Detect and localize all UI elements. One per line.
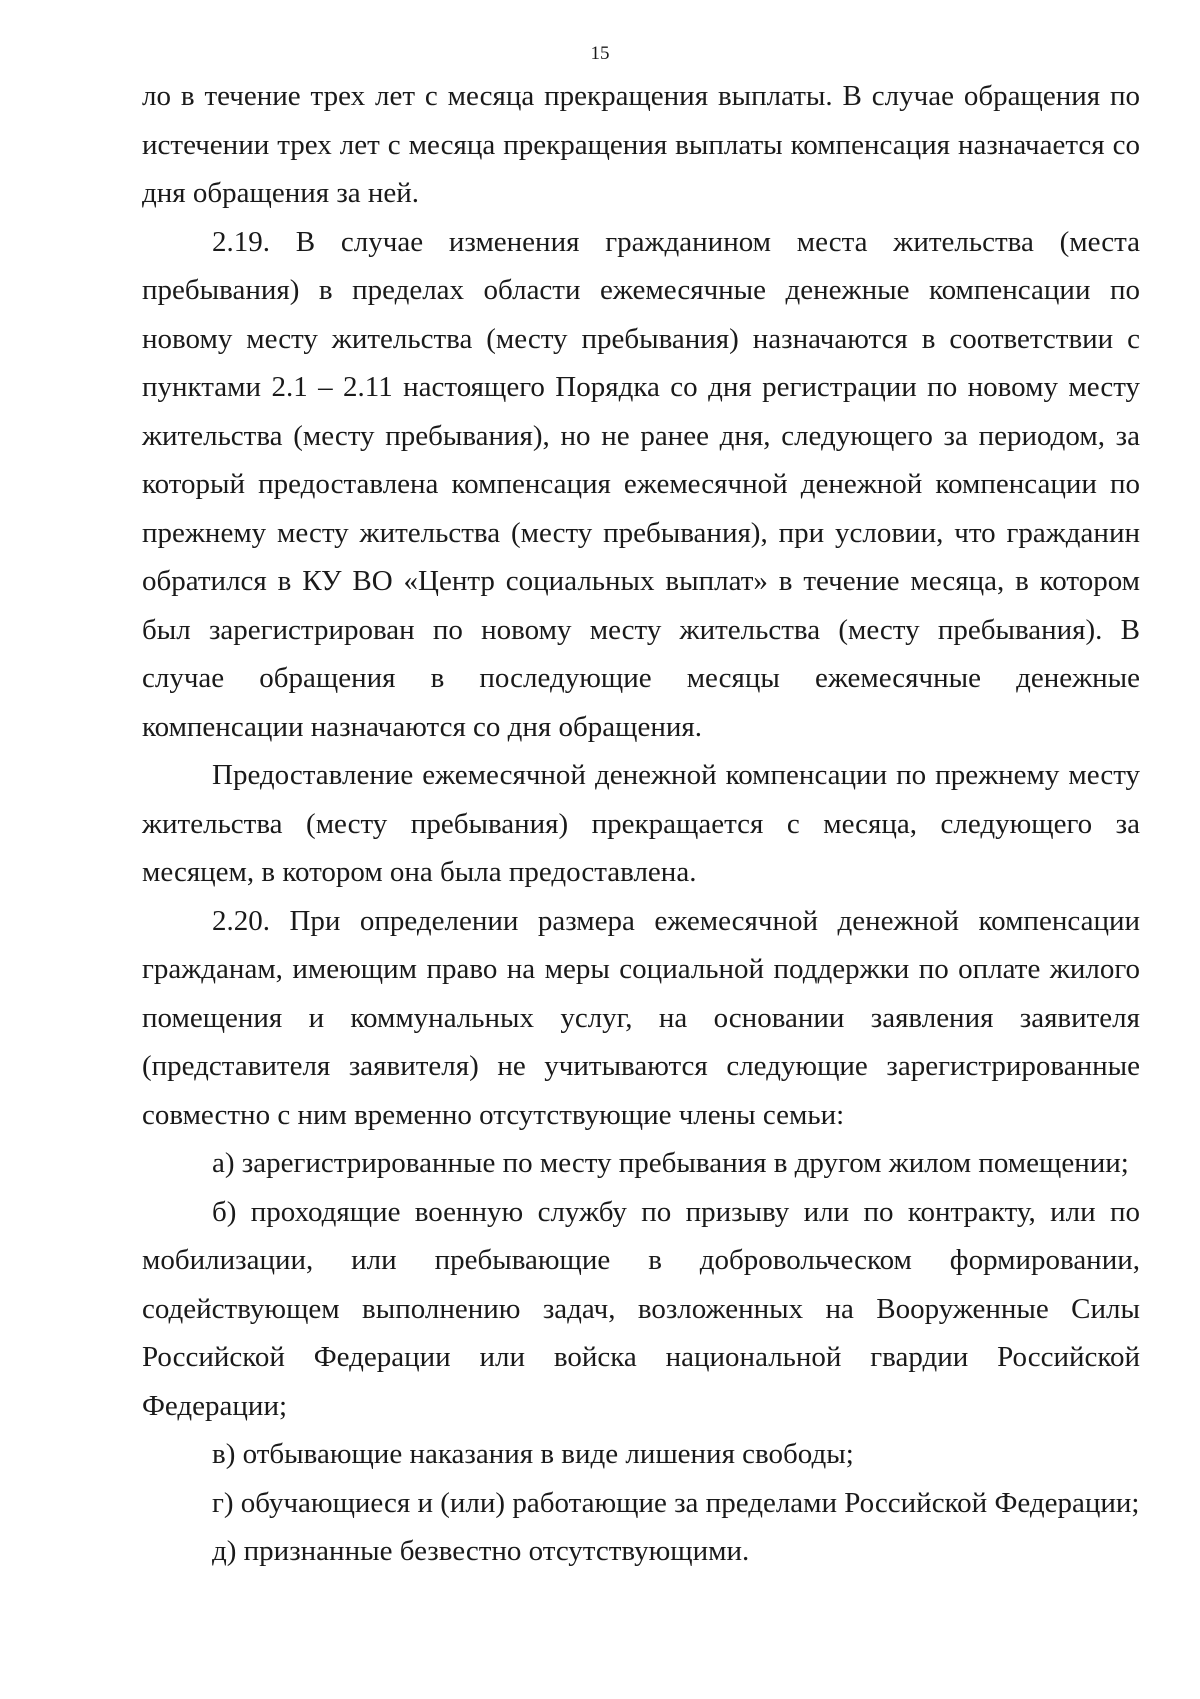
list-item-a: а) зарегистрированные по месту пребывания в другом жилом помещении; [212, 1147, 1129, 1179]
paragraph-previous-residence: Предоставление ежемесячной денежной компенсации по прежнему месту жительства (месту пребывания) прекращается с месяца, следующего за месяцем, в котором она была предоставлена. [142, 759, 1140, 888]
list-item-v: в) отбывающие наказания в виде лишения свободы; [212, 1438, 854, 1470]
paragraph-2-20: 2.20. При определении размера ежемесячной денежной компенсации гражданам, имеющим право на меры социальной поддержки по оплате жилого помещения и коммунальных услуг, на основании заявления заявителя (представителя заявителя) не учитываются следующие зарегистрированные совместно с ним временно отсутствующие члены семьи: [142, 904, 1140, 1131]
list-item-b: б) проходящие военную службу по призыву или по контракту, или по мобилизации, или пребывающие в добровольческом формировании, содействующем выполнению задач, возложенных на Вооруженные Силы Российской Федерации или войска национальной гвардии Российской Федерации; [142, 1195, 1140, 1422]
list-item-d: д) признанные безвестно отсутствующими. [212, 1535, 750, 1567]
page-number: 15 [590, 43, 610, 64]
paragraph-continuation: ло в течение трех лет с месяца прекращения выплаты. В случае обращения по истечении трех лет с месяца прекращения выплаты компенсация назначается со дня обращения за ней. [142, 80, 1140, 209]
document-body [142, 72, 1140, 1576]
paragraph-2-19: 2.19. В случае изменения гражданином места жительства (места пребывания) в пределах области ежемесячные денежные компенсации по новому месту жительства (месту пребывания) назначаются в соответствии с пунктами 2.1 – 2.11 настоящего Порядка со дня регистрации по новому месту жительства (месту пребывания), но не ранее дня, следующего за периодом, за который предоставлена компенсация ежемесячной денежной компенсации по прежнему месту жительства (месту пребывания), при условии, что гражданин обратился в КУ ВО «Центр социальных выплат» в течение месяца, в котором был зарегистрирован по новому месту жительства (месту пребывания). В случае обращения в последующие месяцы ежемесячные денежные компенсации назначаются со дня обращения. [142, 225, 1140, 743]
list-item-g: г) обучающиеся и (или) работающие за пределами Российской Федерации; [212, 1486, 1140, 1519]
